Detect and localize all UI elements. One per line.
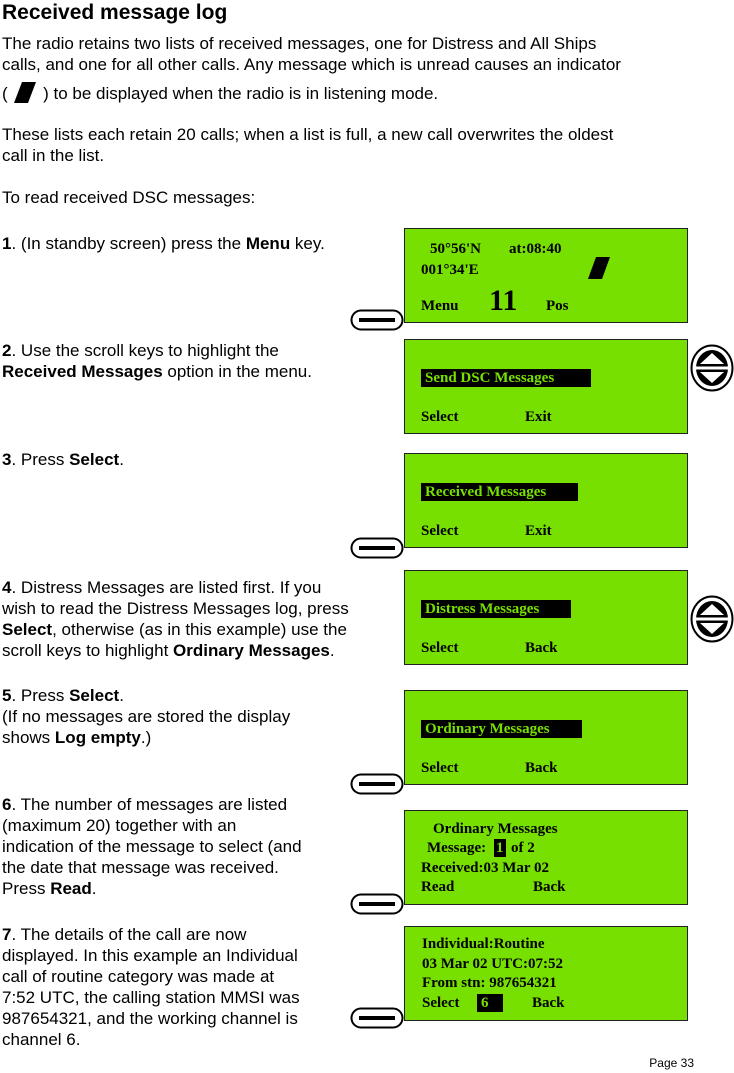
softkey-button-icon: [350, 309, 404, 331]
intro-line: [2, 82, 438, 104]
lcd-menu-send-dsc: [404, 339, 688, 434]
softkey-left: Select: [421, 409, 459, 425]
softkey-left: Select: [421, 760, 459, 776]
channel-number: 11: [489, 284, 518, 317]
menu-item-highlighted: Ordinary Messages: [425, 721, 550, 737]
step-4-line: 4. Distress Messages are listed first. If you: [2, 578, 322, 597]
paren-open: (: [2, 84, 8, 103]
menu-item-highlighted: Send DSC Messages: [425, 370, 555, 386]
step-7-line: 987654321, and the working channel is: [2, 1009, 298, 1028]
unread-indicator-icon: [14, 82, 36, 103]
step-6-line: indication of the message to select (and: [2, 837, 302, 856]
lcd-menu-distress: [404, 570, 688, 665]
latitude: 50°56'N: [430, 241, 481, 257]
step-5-line: 5. Press Select.: [2, 686, 124, 705]
intro-line: call in the list.: [2, 146, 105, 165]
step-1: 1. (In standby screen) press the Menu key.: [2, 234, 325, 253]
lcd-menu-ordinary: [404, 690, 688, 785]
softkey-button-icon: [350, 1007, 404, 1029]
step-2-line: Received Messages option in the menu.: [2, 362, 312, 381]
menu-item-highlighted: Received Messages: [425, 484, 547, 500]
softkey-left: Select: [421, 523, 459, 539]
softkey-left: Read: [421, 879, 455, 895]
step-6-line: the date that message was received.: [2, 858, 279, 877]
softkey-right: Back: [525, 760, 558, 776]
step-6-line: Press Read.: [2, 879, 97, 898]
list-heading: Ordinary Messages: [433, 821, 558, 837]
message-label: Message:: [427, 840, 487, 856]
time: at:08:40: [509, 241, 562, 257]
received-date: Received:03 Mar 02: [421, 860, 550, 876]
intro-line: The radio retains two lists of received messages, one for Distress and All Ships: [2, 34, 597, 53]
step-6-line: (maximum 20) together with an: [2, 816, 237, 835]
softkey-right: Back: [525, 640, 558, 656]
step-5-line: (If no messages are stored the display: [2, 707, 291, 726]
step-3: 3. Press Select.: [2, 450, 124, 469]
step-7-line: call of routine category was made at: [2, 967, 275, 986]
intro-line: calls, and one for all other calls. Any message which is unread causes an indicator: [2, 55, 621, 74]
step-4-line: scroll keys to highlight Ordinary Messages.: [2, 641, 335, 660]
step-7-line: 7:52 UTC, the calling station MMSI was: [2, 988, 300, 1007]
step-7-line: displayed. In this example an Individual: [2, 946, 298, 965]
softkey-button-icon: [350, 773, 404, 795]
softkey-right: Back: [533, 879, 566, 895]
softkey-button-icon: [350, 893, 404, 915]
softkey-right: Exit: [525, 523, 552, 539]
softkey-button-icon: [350, 537, 404, 559]
softkey-right: Exit: [525, 409, 552, 425]
call-from-station: From stn: 987654321: [422, 975, 557, 991]
message-index: 1: [496, 840, 504, 856]
page-number: Page 33: [649, 1056, 694, 1070]
step-4-line: wish to read the Distress Messages log, press: [2, 599, 349, 618]
intro-line: These lists each retain 20 calls; when a list is full, a new call overwrites the oldest: [2, 125, 614, 144]
page-title: Received message log: [2, 1, 228, 24]
message-count: of 2: [511, 840, 535, 856]
step-2-line: 2. Use the scroll keys to highlight the: [2, 341, 279, 360]
step-6-line: 6. The number of messages are listed: [2, 795, 288, 814]
call-type: Individual:Routine: [422, 936, 545, 952]
lcd-message-detail: [404, 926, 688, 1021]
longitude: 001°34'E: [421, 262, 479, 278]
step-4-line: Select, otherwise (as in this example) use the: [2, 620, 347, 639]
call-datetime: 03 Mar 02 UTC:07:52: [422, 956, 563, 972]
unread-indicator-icon: [588, 257, 610, 279]
step-5-line: shows Log empty.): [2, 728, 152, 747]
softkey-right: Pos: [546, 298, 569, 314]
softkey-right: Back: [532, 995, 565, 1011]
intro-line: To read received DSC messages:: [2, 188, 256, 207]
paren-close: ) to be displayed when the radio is in listening mode.: [43, 84, 439, 103]
softkey-left: Menu: [421, 298, 459, 314]
step-7-line: channel 6.: [2, 1030, 81, 1049]
working-channel: 6: [477, 994, 503, 1012]
lcd-standby-screen: [404, 228, 688, 323]
softkey-left: Select: [422, 995, 460, 1011]
lcd-message-list: [404, 810, 688, 905]
softkey-left: Select: [421, 640, 459, 656]
scroll-keys-icon: [690, 595, 734, 643]
scroll-keys-icon: [690, 344, 734, 392]
lcd-menu-received: [404, 453, 688, 548]
step-7-line: 7. The details of the call are now: [2, 925, 247, 944]
menu-item-highlighted: Distress Messages: [425, 601, 540, 617]
